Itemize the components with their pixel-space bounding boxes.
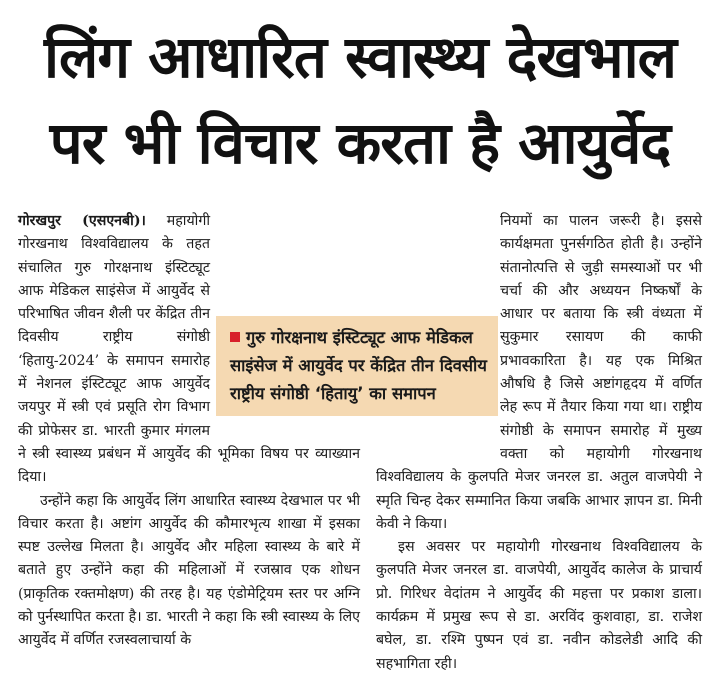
headline-line-2: पर भी विचार करता है आयुर्वेद [49, 109, 671, 177]
article-paragraph-1-text: महायोगी गोरखनाथ विश्वविद्यालय के तहत संचालित गुरु गोरक्षनाथ इंस्टिट्यूट आफ मेडिकल साइंसेज में आयुर्वेद से परिभाषित जीवन शैली पर केंद्रित तीन दिवसीय राष्ट्रीय संगोष्ठी ‘हितायु-2024’ के समापन समारोह में नेशनल इंस्टिट्यूट आफ आयुर्वेद जयपुर में स्त्री एवं प्रसूति रोग विभाग की प्रोफेसर डा. भारती कुमार मंगलम ने स्त्री स्वास्थ्य प्रबंधन में आयुर्वेद की भूमिका विषय पर व्याख्यान दिया। [18, 213, 360, 486]
article-paragraph-2: उन्होंने कहा कि आयुर्वेद लिंग आधारित स्वास्थ्य देखभाल पर भी विचार करता है। अष्टांग आयुर्वेद की कौमारभृत्य शाखा में इसका स्पष्ट उल्लेख मिलता है। आयुर्वेद और महिला स्वास्थ्य के बारे में बताते हुए उन्होंने कहा की महिलाओं में रजस्राव एक शोधन (प्राकृतिक रक्तमोक्षण) की तरह है। यह एंडोमेट्रियम स्तर पर अग्नि को पुर्नस्थापित करता है। डा. भारती ने कहा कि स्त्री स्वास्थ्य के लिए आयुर्वेद में वर्णित रजस्वलाचार्या के [18, 492, 360, 649]
headline-line-1: लिंग आधारित स्वास्थ्य देखभाल [44, 23, 676, 91]
article-paragraph-3-text: नियमों का पालन जरूरी है। इससे कार्यक्षमता पुनर्सगठित होती है। उन्होंने संतानोत्पत्ति से जुड़ी समस्याओं पर भी चर्चा की और अध्ययन निष्कर्षों के आधार पर बताया कि स्त्री वंध्यता में सुकुमार रसायण की काफी प्रभावकारिता है। यह एक मिश्रित औषधि है जिसे अष्टांगहृदय में वर्णित लेह रूप में तैयार किया गया था। राष्ट्रीय संगोष्ठी के समापन समारोह में मुख्य वक्ता को महायोगी गोरखनाथ विश्वविद्यालय के कुलपति मेजर जनरल डा. अतुल वाजपेयी ने स्मृति चिन्ह देकर सम्मानित किया जबकि आभार ज्ञापन डा. मिनी केवी ने किया। [376, 213, 702, 532]
article-paragraph-4: इस अवसर पर महायोगी गोरखनाथ विश्वविद्यालय के कुलपति मेजर जनरल डा. वाजपेयी, आयुर्वेद कालेज के प्राचार्य प्रो. गिरिधर वेदांतम ने आयुर्वेद की महत्ता पर प्रकाश डाला। कार्यक्रम में प्रमुख रूप से डा. अरविंद कुशवाहा, डा. राजेश बघेल, डा. रश्मि पुष्पन एवं डा. नवीन कोडलेडी आदि की सहभागिता रही। [376, 539, 702, 672]
dateline: गोरखपुर (एसएनबी)। [18, 213, 146, 229]
callout-bullet-icon [230, 332, 240, 342]
article-column-right [376, 210, 702, 676]
headline [0, 14, 720, 186]
article-column-left [18, 210, 360, 653]
callout-text: गुरु गोरक्षनाथ इंस्टिट्यूट आफ मेडिकल साइंसेज में आयुर्वेद पर केंद्रित तीन दिवसीय राष्ट्रीय संगोष्ठी ‘हितायु’ का समापन [230, 328, 487, 403]
callout-box [216, 316, 498, 416]
